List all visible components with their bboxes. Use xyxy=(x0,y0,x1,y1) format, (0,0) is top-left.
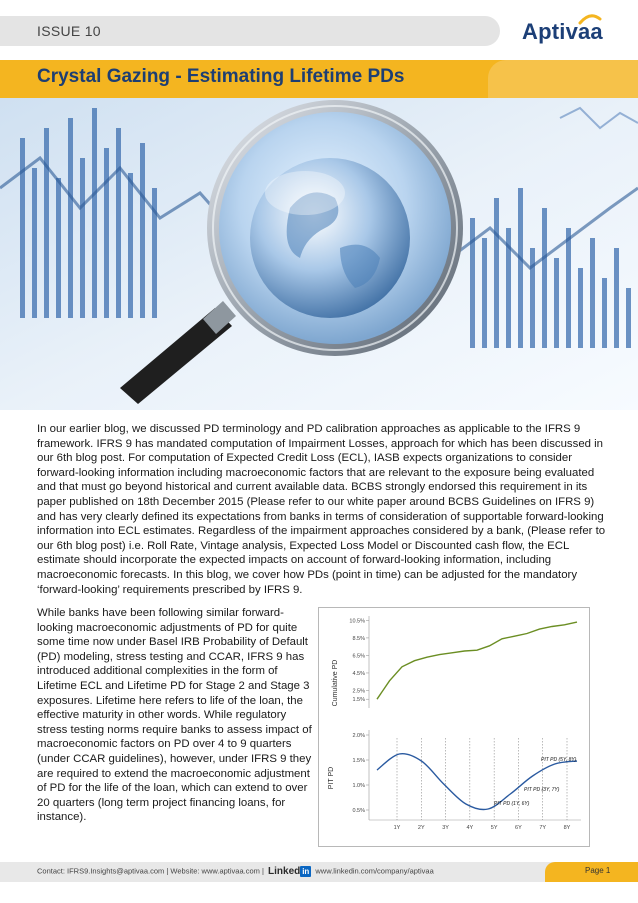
title-tab xyxy=(488,60,638,98)
pit-pd-x-tick-label: 6Y xyxy=(515,825,522,831)
footer-contact xyxy=(37,866,434,877)
pit-pd-x-tick-label: 7Y xyxy=(539,825,547,831)
cumulative-pd-tick-label: 2.5% xyxy=(352,688,365,695)
cumulative-pd-axis-label: Cumulative PD xyxy=(332,659,339,707)
pd-charts-svg xyxy=(319,608,589,846)
annotation-pit-pd-3y-7y: PIT PD (3Y, 7Y) xyxy=(524,787,560,793)
logo-arc-icon xyxy=(578,13,602,25)
page-title: Crystal Gazing - Estimating Lifetime PDs xyxy=(37,66,405,87)
issue-number: ISSUE 10 xyxy=(37,23,101,39)
footer-separator-2: | xyxy=(261,866,264,876)
cumulative-pd-tick-label: 6.5% xyxy=(352,653,365,660)
footer-separator: | xyxy=(166,866,169,876)
logo-text: Aptivaa xyxy=(522,19,603,44)
left-column-paragraph: While banks have been following similar forward-looking macroeconomic adjustments of PD for quite some time now under Basel IRB Probability of Default (PD) modeling, stress testing and CCAR, IFRS 9 has introduced additional complexities in the form of Lifetime ECL and Lifetime PD for Stage 2 and Stage 3 exposures. Lifetime here refers to life of the loan, the effective maturity in other words. While regulatory stress testing norms require banks to assess impact of macroeconomic factors on PD over 4 to 9 quarters (under CCAR guidelines), however, under IFRS 9 they are required to extend the macroeconomic adjustment of PD for the life of the loan, which can extend to over 20 quarters (long term project financing loans, for instance). xyxy=(37,607,312,824)
cumulative-pd-line xyxy=(377,622,577,699)
pit-pd-axis-label: PIT PD xyxy=(328,766,335,790)
pit-pd-x-tick-label: 5Y xyxy=(490,825,498,831)
pit-pd-tick-label: 1.5% xyxy=(352,758,365,764)
linkedin-in-box: in xyxy=(302,867,310,876)
cumulative-pd-tick-label: 1.5% xyxy=(352,697,365,704)
pit-pd-tick-label: 1.0% xyxy=(352,783,365,789)
page-number: Page 1 xyxy=(585,866,611,875)
footer-website[interactable]: Website: www.aptivaa.com xyxy=(170,866,260,876)
linkedin-icon xyxy=(268,866,311,877)
hero-image xyxy=(0,98,638,410)
magnifying-glass-globe-image xyxy=(0,98,638,410)
annotation-pit-pd-1y-6y: PIT PD (1Y, 6Y) xyxy=(494,801,530,807)
linkedin-word: Linked xyxy=(268,866,301,877)
pit-pd-x-tick-label: 1Y xyxy=(393,825,401,831)
pit-pd-x-tick-label: 8Y xyxy=(563,825,571,831)
pit-pd-tick-label: 2.0% xyxy=(352,733,365,739)
annotation-pit-pd-5y-8y: PIT PD (5Y, 8Y) xyxy=(541,757,577,763)
pit-pd-x-tick-label: 3Y xyxy=(442,825,449,831)
pit-pd-x-tick-label: 4Y xyxy=(466,825,474,831)
cumulative-pd-tick-label: 8.5% xyxy=(352,635,365,642)
intro-paragraph: In our earlier blog, we discussed PD terminology and PD calibration approaches as applicable to the IFRS 9 framework. IFRS 9 has mandated computation of Impairment Losses, approach for which has been discussed in our 6th blog post. For computation of Expected Credit Loss (ECL), IASB expects organizations to consider forward-looking information including macroeconomic factors that are relevant to the exposure being evaluated and that must go beyond historical and current available data. BCBS strongly endorsed this requirement in its paper published on 18th December 2015 (Please refer to our white paper around BCBS Guidelines on IFRS 9) and has very clearly defined its expectations from banks in terms of consideration of supportable forward-looking information into ECL estimates. Regardless of the impairment approaches considered by a bank, (Please refer to our 6th blog post) i.e. Roll Rate, Vintage analysis, Expected Loss Model or Discounted cash flow, the ECL estimate should incorporate the expected impacts on account of forward-looking information, including macroeconomic forecasts. In this blog, we cover how PDs (point in time) can be adjusted for the mandatory ‘forward-looking’ requirements prescribed by IFRS 9. xyxy=(37,423,606,596)
footer-contact-email[interactable]: Contact: IFRS9.Insights@aptivaa.com xyxy=(37,866,165,876)
footer-linkedin-url[interactable]: www.linkedin.com/company/aptivaa xyxy=(315,866,434,876)
pit-pd-x-tick-label: 2Y xyxy=(417,825,425,831)
cumulative-pd-tick-label: 4.5% xyxy=(352,670,365,677)
pit-pd-tick-label: 0.5% xyxy=(352,808,365,814)
pd-charts xyxy=(318,607,590,847)
aptivaa-logo xyxy=(522,19,622,47)
cumulative-pd-tick-label: 10.5% xyxy=(349,618,365,625)
